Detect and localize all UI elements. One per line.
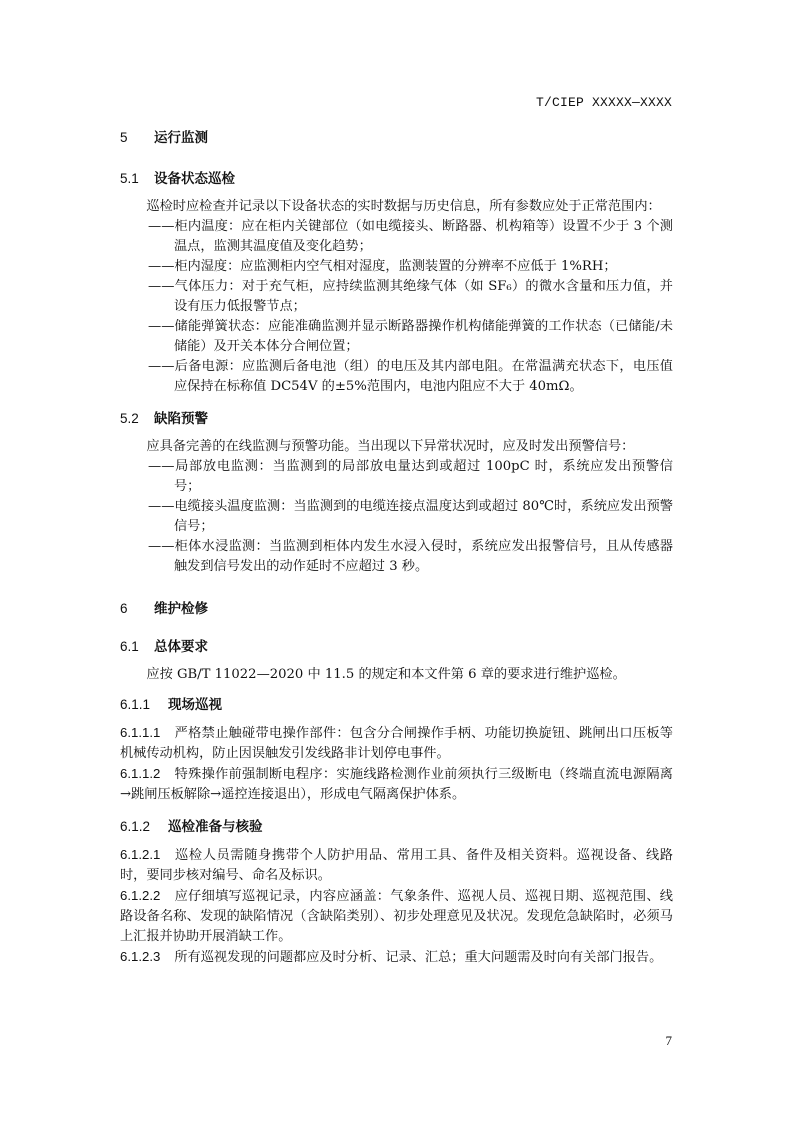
section-title: 维护检修 bbox=[154, 601, 208, 617]
section-title: 巡检准备与核验 bbox=[168, 819, 263, 835]
section-title: 总体要求 bbox=[154, 639, 208, 655]
clause-text: 应仔细填写巡视记录，内容应涵盖：气象条件、巡视人员、巡视日期、巡视范围、线路设备名称、发现的缺陷情况（含缺陷类别）、初步处理意见及状况。发现危急缺陷时，必须马上汇报并协助开展消缺工作。 bbox=[120, 889, 673, 944]
clause-6-1-1-2 bbox=[120, 764, 673, 805]
page-number: 7 bbox=[665, 1033, 672, 1048]
list-item: ——柜内湿度：应监测柜内空气相对湿度，监测装置的分辨率不应低于 1%RH； bbox=[148, 259, 617, 274]
section-title: 缺陷预警 bbox=[154, 411, 208, 427]
section-title: 现场巡视 bbox=[168, 697, 222, 713]
clause-number: 6.1.2.2 bbox=[120, 888, 161, 903]
section-5-2-heading bbox=[120, 409, 673, 429]
section-number: 5 bbox=[120, 130, 128, 145]
section-5-2-intro: 应具备完善的在线监测与预警功能。当出现以下异常状况时，应及时发出预警信号： bbox=[146, 439, 635, 454]
clause-6-1-2-3 bbox=[120, 947, 673, 968]
section-5-1-intro: 巡检时应检查并记录以下设备状态的实时数据与历史信息，所有参数应处于正常范围内： bbox=[146, 199, 661, 214]
section-5-1-heading bbox=[120, 169, 673, 189]
clause-number: 6.1.2.1 bbox=[120, 847, 161, 862]
list-item: ——电缆接头温度监测：当监测到的电缆连接点温度达到或超过 80℃时，系统应发出预警信号； bbox=[148, 499, 673, 534]
clause-text: 所有巡视发现的问题都应及时分析、记录、汇总；重大问题需及时向有关部门报告。 bbox=[174, 950, 663, 965]
section-6-1-1-heading bbox=[120, 695, 673, 715]
list-item: ——后备电源：应监测后备电池（组）的电压及其内部电阻。在常温满充状态下，电压值应保持在标称值 DC54V 的±5%范围内，电池内阻应不大于 40mΩ。 bbox=[148, 359, 673, 394]
clause-6-1-2-1 bbox=[120, 845, 673, 886]
section-6-1-heading bbox=[120, 637, 673, 657]
section-number: 6.1.2 bbox=[120, 819, 151, 834]
list-item: ——柜体水浸监测：当监测到柜体内发生水浸入侵时，系统应发出报警信号，且从传感器触发到信号发出的动作延时不应超过 3 秒。 bbox=[148, 539, 673, 574]
list-item: ——气体压力：对于充气柜，应持续监测其绝缘气体（如 SF₆）的微水含量和压力值，并设有压力低报警节点； bbox=[148, 279, 673, 314]
clause-text: 严格禁止触碰带电操作部件：包含分合闸操作手柄、功能切换旋钮、跳闸出口压板等机械传动机构，防止因误触发引发线路非计划停电事件。 bbox=[120, 726, 673, 761]
section-6-heading bbox=[120, 599, 673, 619]
section-number: 5.1 bbox=[120, 171, 139, 186]
document-code-header: T/CIEP XXXXX—XXXX bbox=[535, 95, 672, 110]
page-content bbox=[120, 128, 673, 968]
section-title: 设备状态巡检 bbox=[154, 171, 235, 187]
section-number: 6.1 bbox=[120, 639, 139, 654]
section-5-heading bbox=[120, 128, 673, 148]
list-item: ——储能弹簧状态：应能准确监测并显示断路器操作机构储能弹簧的工作状态（已储能/未储能）及开关本体分合闸位置； bbox=[148, 319, 673, 354]
list-item: ——局部放电监测：当监测到的局部放电量达到或超过 100pC 时，系统应发出预警信号； bbox=[148, 459, 673, 494]
section-number: 6 bbox=[120, 601, 128, 616]
clause-text: 特殊操作前强制断电程序：实施线路检测作业前须执行三级断电（终端直流电源隔离→跳闸压板解除→遥控连接退出），形成电气隔离保护体系。 bbox=[120, 767, 673, 802]
section-6-1-intro: 应按 GB/T 11022—2020 中 11.5 的规定和本文件第 6 章的要求进行维护巡检。 bbox=[146, 667, 626, 682]
clause-text: 巡检人员需随身携带个人防护用品、常用工具、备件及相关资料。巡视设备、线路时，要同步核对编号、命名及标识。 bbox=[120, 848, 673, 883]
list-item: ——柜内温度：应在柜内关键部位（如电缆接头、断路器、机构箱等）设置不少于 3 个测温点，监测其温度值及变化趋势； bbox=[148, 219, 673, 254]
section-number: 6.1.1 bbox=[120, 697, 151, 712]
clause-number: 6.1.1.1 bbox=[120, 725, 161, 740]
section-6-1-2-heading bbox=[120, 817, 673, 837]
clause-number: 6.1.2.3 bbox=[120, 949, 161, 964]
clause-number: 6.1.1.2 bbox=[120, 766, 161, 781]
section-number: 5.2 bbox=[120, 411, 139, 426]
clause-6-1-2-2 bbox=[120, 886, 673, 947]
clause-6-1-1-1 bbox=[120, 723, 673, 764]
section-title: 运行监测 bbox=[154, 130, 208, 146]
